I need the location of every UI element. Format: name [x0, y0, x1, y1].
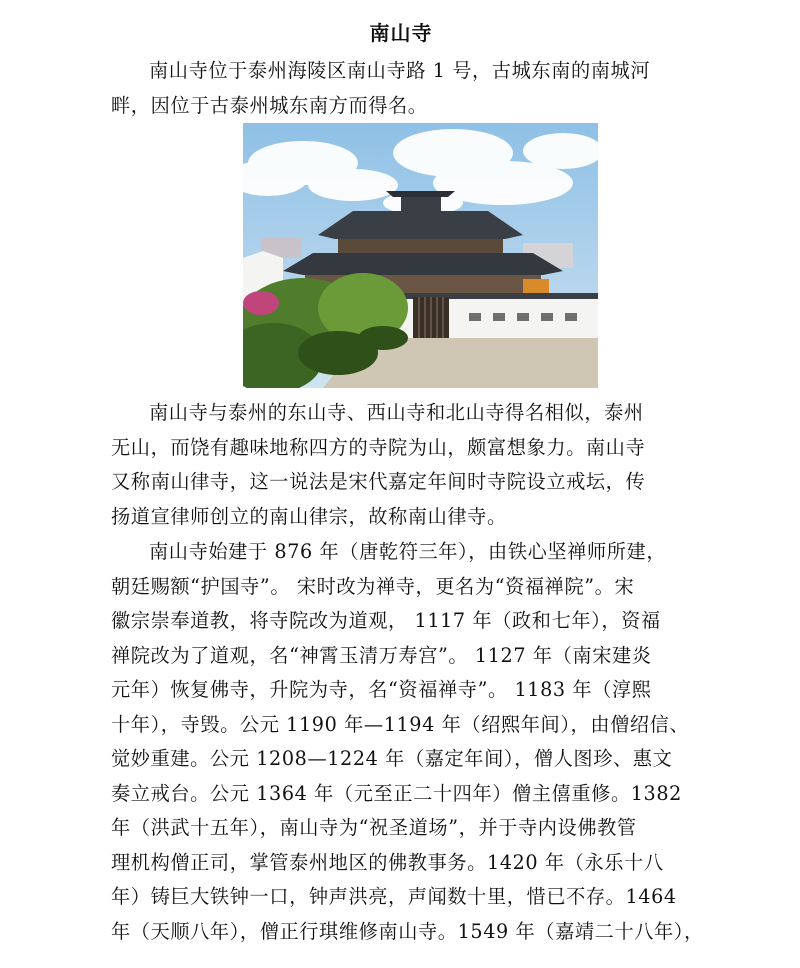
text-line: 年（洪武十五年），南山寺为“祝圣道场”，并于寺内设佛教管 — [111, 816, 637, 839]
paragraph-history — [111, 535, 704, 949]
text-line: 扬道宣律师创立的南山律宗，故称南山律寺。 — [111, 504, 507, 528]
temple-upper-roof — [318, 211, 523, 239]
text-line: 元年）恢复佛寺，升院为寺，名“资福禅寺”。 1183 年（淳熙 — [111, 678, 652, 701]
text-line: 南山寺与泰州的东山寺、西山寺和北山寺得名相似，泰州 — [149, 401, 644, 424]
text-line: 十年），寺毁。公元 1190 年—1194 年（绍熙年间），由僧绍信、 — [111, 712, 690, 736]
roof-ridge-cap — [386, 191, 455, 197]
text-line: 禅院改为了道观，名“神霄玉清万寿宫”。 1127 年（南宋建炎 — [111, 643, 652, 667]
text-line: 年）铸巨大铁钟一口，钟声洪亮，声闻数十里，惜已不存。1464 — [111, 885, 677, 908]
text-line: 朝廷赐额“护国寺”。 宋时改为禅寺，更名为“资福禅院”。宋 — [111, 574, 635, 598]
paragraph-intro — [111, 54, 691, 123]
temple-lower-roof — [283, 253, 563, 275]
text-line: 又称南山律寺，这一说法是宋代嘉定年间时寺院设立戒坛，传 — [111, 470, 646, 493]
page-title: 南山寺 — [369, 21, 433, 45]
text-line: 理机构僧正司，掌管泰州地区的佛教事务。1420 年（永乐十八 — [111, 850, 664, 874]
text-line: 南山寺位于泰州海陵区南山寺路 1 号，古城东南的南城河 — [149, 59, 651, 82]
upper-eaves — [338, 239, 503, 253]
text-line: 无山，而饶有趣味地称四方的寺院为山，颇富想象力。南山寺 — [111, 435, 646, 459]
text-line: 觉妙重建。公元 1208—1224 年（嘉定年间），僧人图珍、惠文 — [111, 747, 673, 770]
text-line: 畔，因位于古泰州城东南方而得名。 — [111, 93, 428, 117]
temple-photo — [243, 123, 598, 388]
paragraph-name-origin — [111, 396, 691, 534]
text-line: 南山寺始建于 876 年（唐乾符三年），由铁心坚禅师所建， — [149, 540, 667, 563]
text-line: 徽宗崇奉道教，将寺院改为道观， 1117 年（政和七年），资福 — [111, 609, 661, 632]
text-line: 奏立戒台。公元 1364 年（元至正二十四年）僧主僖重修。1382 — [111, 781, 682, 805]
text-line: 年（天顺八年），僧正行琪维修南山寺。1549 年（嘉靖二十八年）， — [111, 919, 704, 943]
